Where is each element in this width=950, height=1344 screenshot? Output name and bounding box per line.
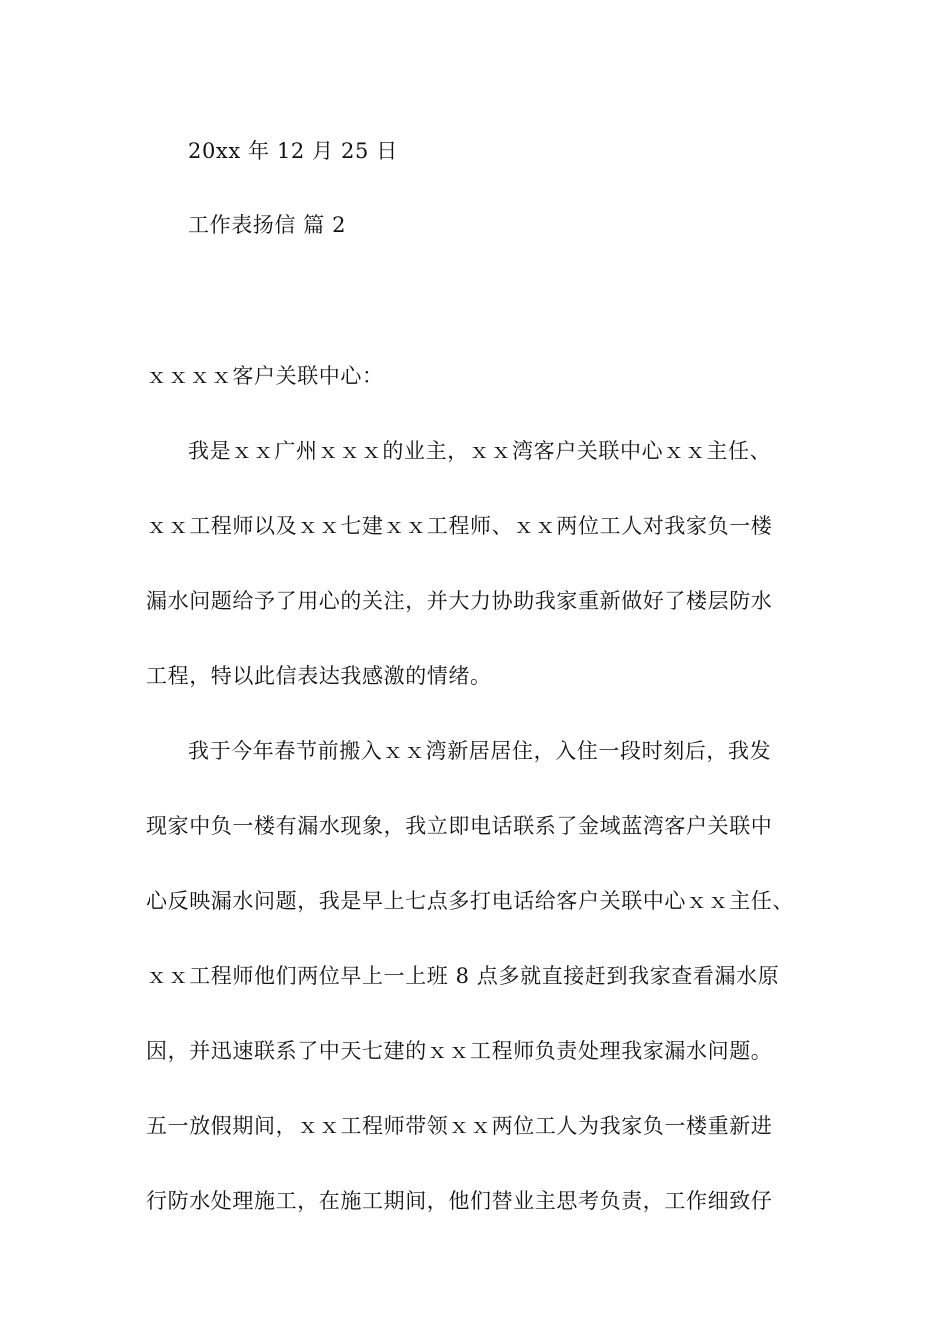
paragraph-2-line-6: 五一放假期间，ｘｘ工程师带领ｘｘ两位工人为我家负一楼重新进 (146, 1114, 773, 1138)
letter-salutation: ｘｘｘｘ客户关联中心： (146, 364, 384, 388)
paragraph-1-line-3: 漏水问题给予了用心的关注，并大力协助我家重新做好了楼层防水 (146, 589, 773, 613)
paragraph-2-line-5: 因，并迅速联系了中天七建的ｘｘ工程师负责处理我家漏水问题。 (146, 1039, 773, 1063)
paragraph-2-line-4: ｘｘ工程师他们两位早上一上班 8 点多就直接赶到我家查看漏水原 (146, 964, 780, 988)
paragraph-2-line-1: 我于今年春节前搬入ｘｘ湾新居居住，入住一段时刻后，我发 (188, 739, 772, 763)
letter-date: 20xx 年 12 月 25 日 (188, 139, 398, 163)
paragraph-1-line-2: ｘｘ工程师以及ｘｘ七建ｘｘ工程师、ｘｘ两位工人对我家负一楼 (146, 514, 773, 538)
letter-heading: 工作表扬信 篇 2 (188, 213, 347, 237)
paragraph-1-line-1: 我是ｘｘ广州ｘｘｘ的业主，ｘｘ湾客户关联中心ｘｘ主任、 (188, 439, 772, 463)
paragraph-2-line-2: 现家中负一楼有漏水现象，我立即电话联系了金域蓝湾客户关联中 (146, 814, 773, 838)
paragraph-2-line-7: 行防水处理施工，在施工期间，他们替业主思考负责，工作细致仔 (146, 1189, 773, 1213)
paragraph-1-line-4: 工程，特以此信表达我感激的情绪。 (146, 664, 492, 688)
paragraph-2-line-3: 心反映漏水问题，我是早上七点多打电话给客户关联中心ｘｘ主任、 (146, 889, 794, 913)
